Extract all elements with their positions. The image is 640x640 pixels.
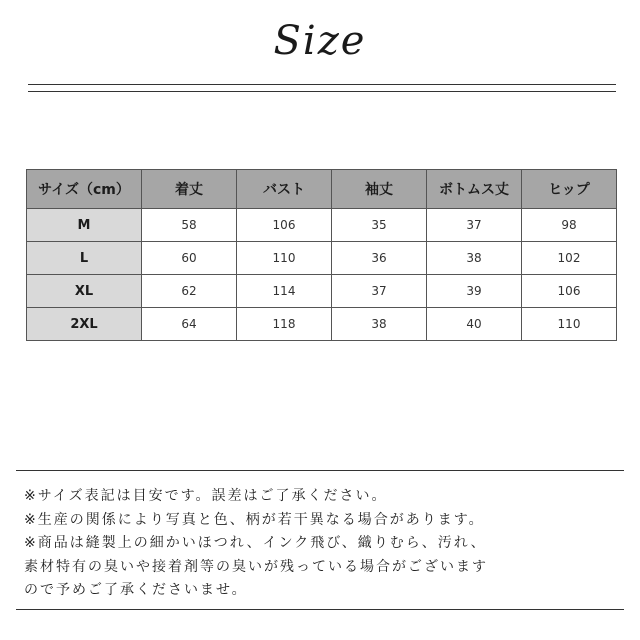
header-bottoms-length: ボトムス丈 bbox=[427, 170, 522, 209]
size-table bbox=[26, 169, 617, 341]
header-hip: ヒップ bbox=[522, 170, 617, 209]
table-cell: 118 bbox=[237, 308, 332, 341]
row-size-label: M bbox=[27, 209, 142, 242]
table-cell: 106 bbox=[522, 275, 617, 308]
table-cell: 35 bbox=[332, 209, 427, 242]
table-cell: 114 bbox=[237, 275, 332, 308]
table-cell: 98 bbox=[522, 209, 617, 242]
title-divider-bottom bbox=[28, 91, 616, 92]
table-cell: 102 bbox=[522, 242, 617, 275]
note-line: ※サイズ表記は目安です。誤差はご了承ください。 bbox=[24, 488, 388, 504]
note-line: ので予めご了承くださいませ。 bbox=[24, 582, 248, 598]
table-cell: 110 bbox=[237, 242, 332, 275]
table-cell: 38 bbox=[427, 242, 522, 275]
table-row bbox=[27, 275, 617, 308]
table-cell: 110 bbox=[522, 308, 617, 341]
note-line: ※商品は縫製上の細かいほつれ、インク飛び、織りむら、汚れ、 bbox=[24, 535, 487, 551]
header-sleeve: 袖丈 bbox=[332, 170, 427, 209]
table-row bbox=[27, 242, 617, 275]
row-size-label: XL bbox=[27, 275, 142, 308]
table-header-row bbox=[27, 170, 617, 209]
note-line: ※生産の関係により写真と色、柄が若干異なる場合があります。 bbox=[24, 511, 485, 528]
note-line: 素材特有の臭いや接着剤等の臭いが残っている場合がございます bbox=[24, 558, 488, 575]
title-divider-top bbox=[28, 84, 616, 85]
row-size-label: L bbox=[27, 242, 142, 275]
header-bust: バスト bbox=[237, 170, 332, 209]
table-row bbox=[27, 209, 617, 242]
page-title: Size bbox=[273, 18, 367, 64]
table-cell: 38 bbox=[332, 308, 427, 341]
table-cell: 60 bbox=[142, 242, 237, 275]
row-size-label: 2XL bbox=[27, 308, 142, 341]
notes-box bbox=[16, 470, 624, 610]
table-row bbox=[27, 308, 617, 341]
table-cell: 37 bbox=[332, 275, 427, 308]
table-cell: 62 bbox=[142, 275, 237, 308]
table-cell: 39 bbox=[427, 275, 522, 308]
table-cell: 106 bbox=[237, 209, 332, 242]
table-cell: 36 bbox=[332, 242, 427, 275]
table-cell: 40 bbox=[427, 308, 522, 341]
table-cell: 37 bbox=[427, 209, 522, 242]
header-size: サイズ（cm） bbox=[27, 170, 142, 209]
table-cell: 64 bbox=[142, 308, 237, 341]
table-cell: 58 bbox=[142, 209, 237, 242]
header-length: 着丈 bbox=[142, 170, 237, 209]
